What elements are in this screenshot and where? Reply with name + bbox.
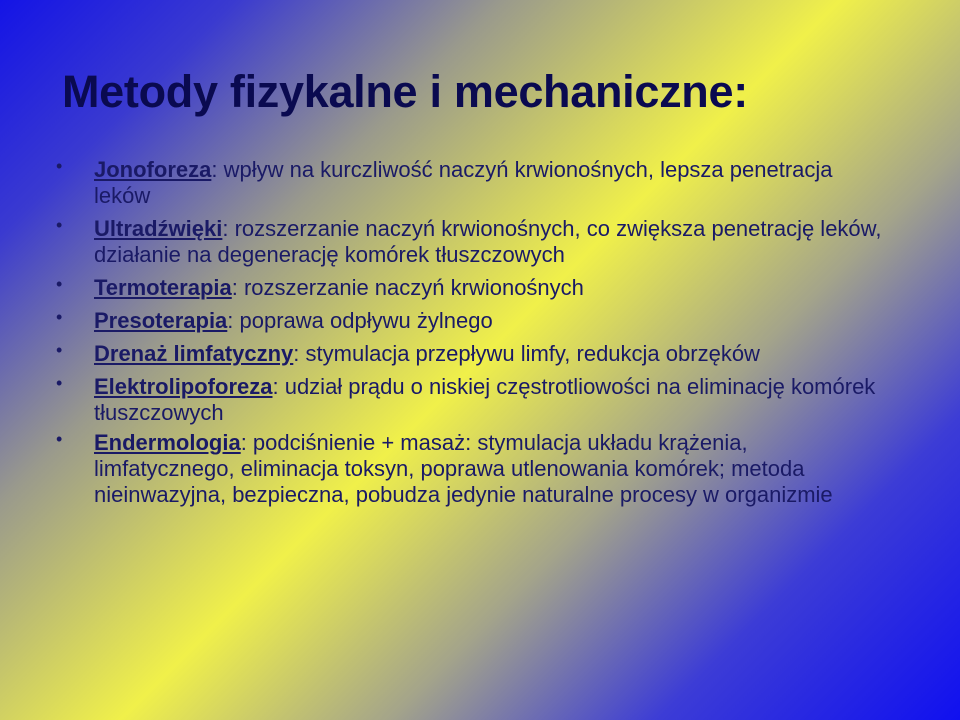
bullet-text: : podciśnienie + masaż: stymulacja układu krążenia, limfatycznego, eliminacja toksyn, poprawa utlenowania komórek; metoda nieinwazyjna, bezpieczna, pobudza jedynie naturalne procesy w organizmie xyxy=(94,430,833,507)
bullet-item-termoterapia xyxy=(94,275,894,301)
slide-title: Metody fizykalne i mechaniczne: xyxy=(62,66,748,117)
bullet-term: Drenaż limfatyczny xyxy=(94,341,294,366)
bullet-text: : rozszerzanie naczyń krwionośnych xyxy=(231,275,584,300)
bullet-term: Jonoforeza xyxy=(94,157,212,182)
bullet-item-jonoforeza xyxy=(94,157,894,209)
bullet-item-drenaz-limfatyczny xyxy=(94,341,894,367)
bullet-item-presoterapia xyxy=(94,308,894,334)
bullet-text: : poprawa odpływu żylnego xyxy=(227,308,493,333)
bullet-text: : udział prądu o niskiej częstrotliowości na eliminację komórek tłuszczowych xyxy=(94,374,876,425)
bullet-item-elektrolipoforeza xyxy=(94,374,894,426)
bullet-term: Termoterapia xyxy=(94,275,232,300)
bullet-item-ultradzwieki xyxy=(94,216,894,268)
bullet-text: : rozszerzanie naczyń krwionośnych, co zwiększa penetrację leków, działanie na degenerację komórek tłuszczowych xyxy=(94,216,882,267)
bullet-term: Elektrolipoforeza xyxy=(94,374,273,399)
bullet-text: : wpływ na kurczliwość naczyń krwionośnych, lepsza penetracja leków xyxy=(94,157,833,208)
bullet-list xyxy=(94,157,894,515)
bullet-item-endermologia xyxy=(94,430,894,508)
bullet-term: Endermologia xyxy=(94,430,241,455)
bullet-term: Ultradźwięki xyxy=(94,216,223,241)
bullet-text: : stymulacja przepływu limfy, redukcja obrzęków xyxy=(293,341,760,366)
bullet-term: Presoterapia xyxy=(94,308,228,333)
